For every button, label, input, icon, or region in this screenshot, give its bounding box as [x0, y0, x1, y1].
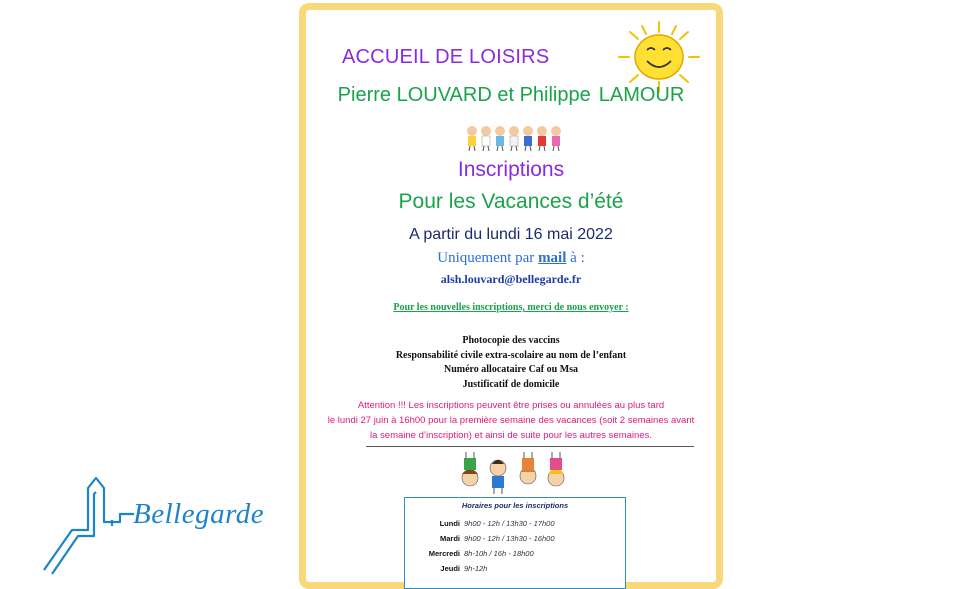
document-item: Photocopie des vaccins	[462, 335, 560, 346]
schedule-row	[405, 516, 625, 531]
heading-inscriptions: Inscriptions	[457, 158, 565, 181]
mail-link[interactable]: mail	[538, 250, 567, 266]
attention-line: le lundi 27 juin à 16h00 pour la première semaine des vacances (soit 2 semaines avant	[327, 415, 695, 426]
title-accueil: ACCUEIL DE LOISIRS	[342, 46, 550, 68]
new-registrations-heading: Pour les nouvelles inscriptions, merci de nous envoyer :	[393, 302, 629, 313]
schedule-box	[404, 497, 626, 589]
kids-hanging-icon	[456, 452, 570, 494]
title-names-a: Pierre LOUVARD et Philippe	[337, 84, 591, 106]
schedule-day: Jeudi	[440, 564, 460, 573]
mail-only-pre: Uniquement par	[437, 250, 539, 266]
start-date: A partir du lundi 16 mai 2022	[409, 226, 613, 243]
title-names-b: LAMOUR	[598, 84, 685, 106]
mail-only-line	[306, 250, 716, 267]
attention-notice	[311, 398, 711, 443]
schedule-hours: 9h00 - 12h / 13h30 - 17h00	[464, 519, 555, 528]
schedule-day: Lundi	[439, 519, 460, 528]
schedule-day: Mercredi	[428, 549, 460, 558]
sun-icon	[616, 20, 702, 94]
schedule-day: Mardi	[439, 534, 460, 543]
attention-line: Attention !!! Les inscriptions peuvent être prises ou annulées au plus tard	[357, 400, 665, 411]
schedule-title: Horaires pour les inscriptions	[461, 501, 569, 510]
document-item: Numéro allocataire Caf ou Msa	[443, 364, 579, 375]
documents-list	[306, 334, 716, 392]
document-item: Responsabilité civile extra-scolaire au nom de l’enfant	[395, 349, 627, 361]
bellegarde-logo[interactable]	[38, 474, 288, 578]
schedule-row	[405, 546, 625, 561]
email-address[interactable]: alsh.louvard@bellegarde.fr	[440, 272, 582, 286]
attention-line: la semaine d’inscription) et ainsi de suite pour les autres semaines.	[370, 430, 652, 441]
title-names	[306, 84, 716, 107]
bellegarde-wordmark: Bellegarde	[133, 498, 265, 530]
schedule-hours: 9h00 - 12h / 13h30 - 16h00	[464, 534, 555, 543]
bellegarde-castle-icon	[38, 474, 148, 578]
schedule-hours: 9h-12h	[464, 564, 488, 573]
mail-only-post: à :	[566, 250, 585, 266]
schedule-row	[405, 531, 625, 546]
divider	[366, 446, 694, 447]
kids-row-icon	[464, 122, 568, 152]
poster	[299, 3, 723, 589]
heading-vacances: Pour les Vacances d’été	[398, 190, 624, 213]
document-item: Justificatif de domicile	[462, 378, 560, 390]
schedule-hours: 8h-10h / 16h - 18h00	[464, 549, 534, 558]
schedule-row	[405, 561, 625, 576]
